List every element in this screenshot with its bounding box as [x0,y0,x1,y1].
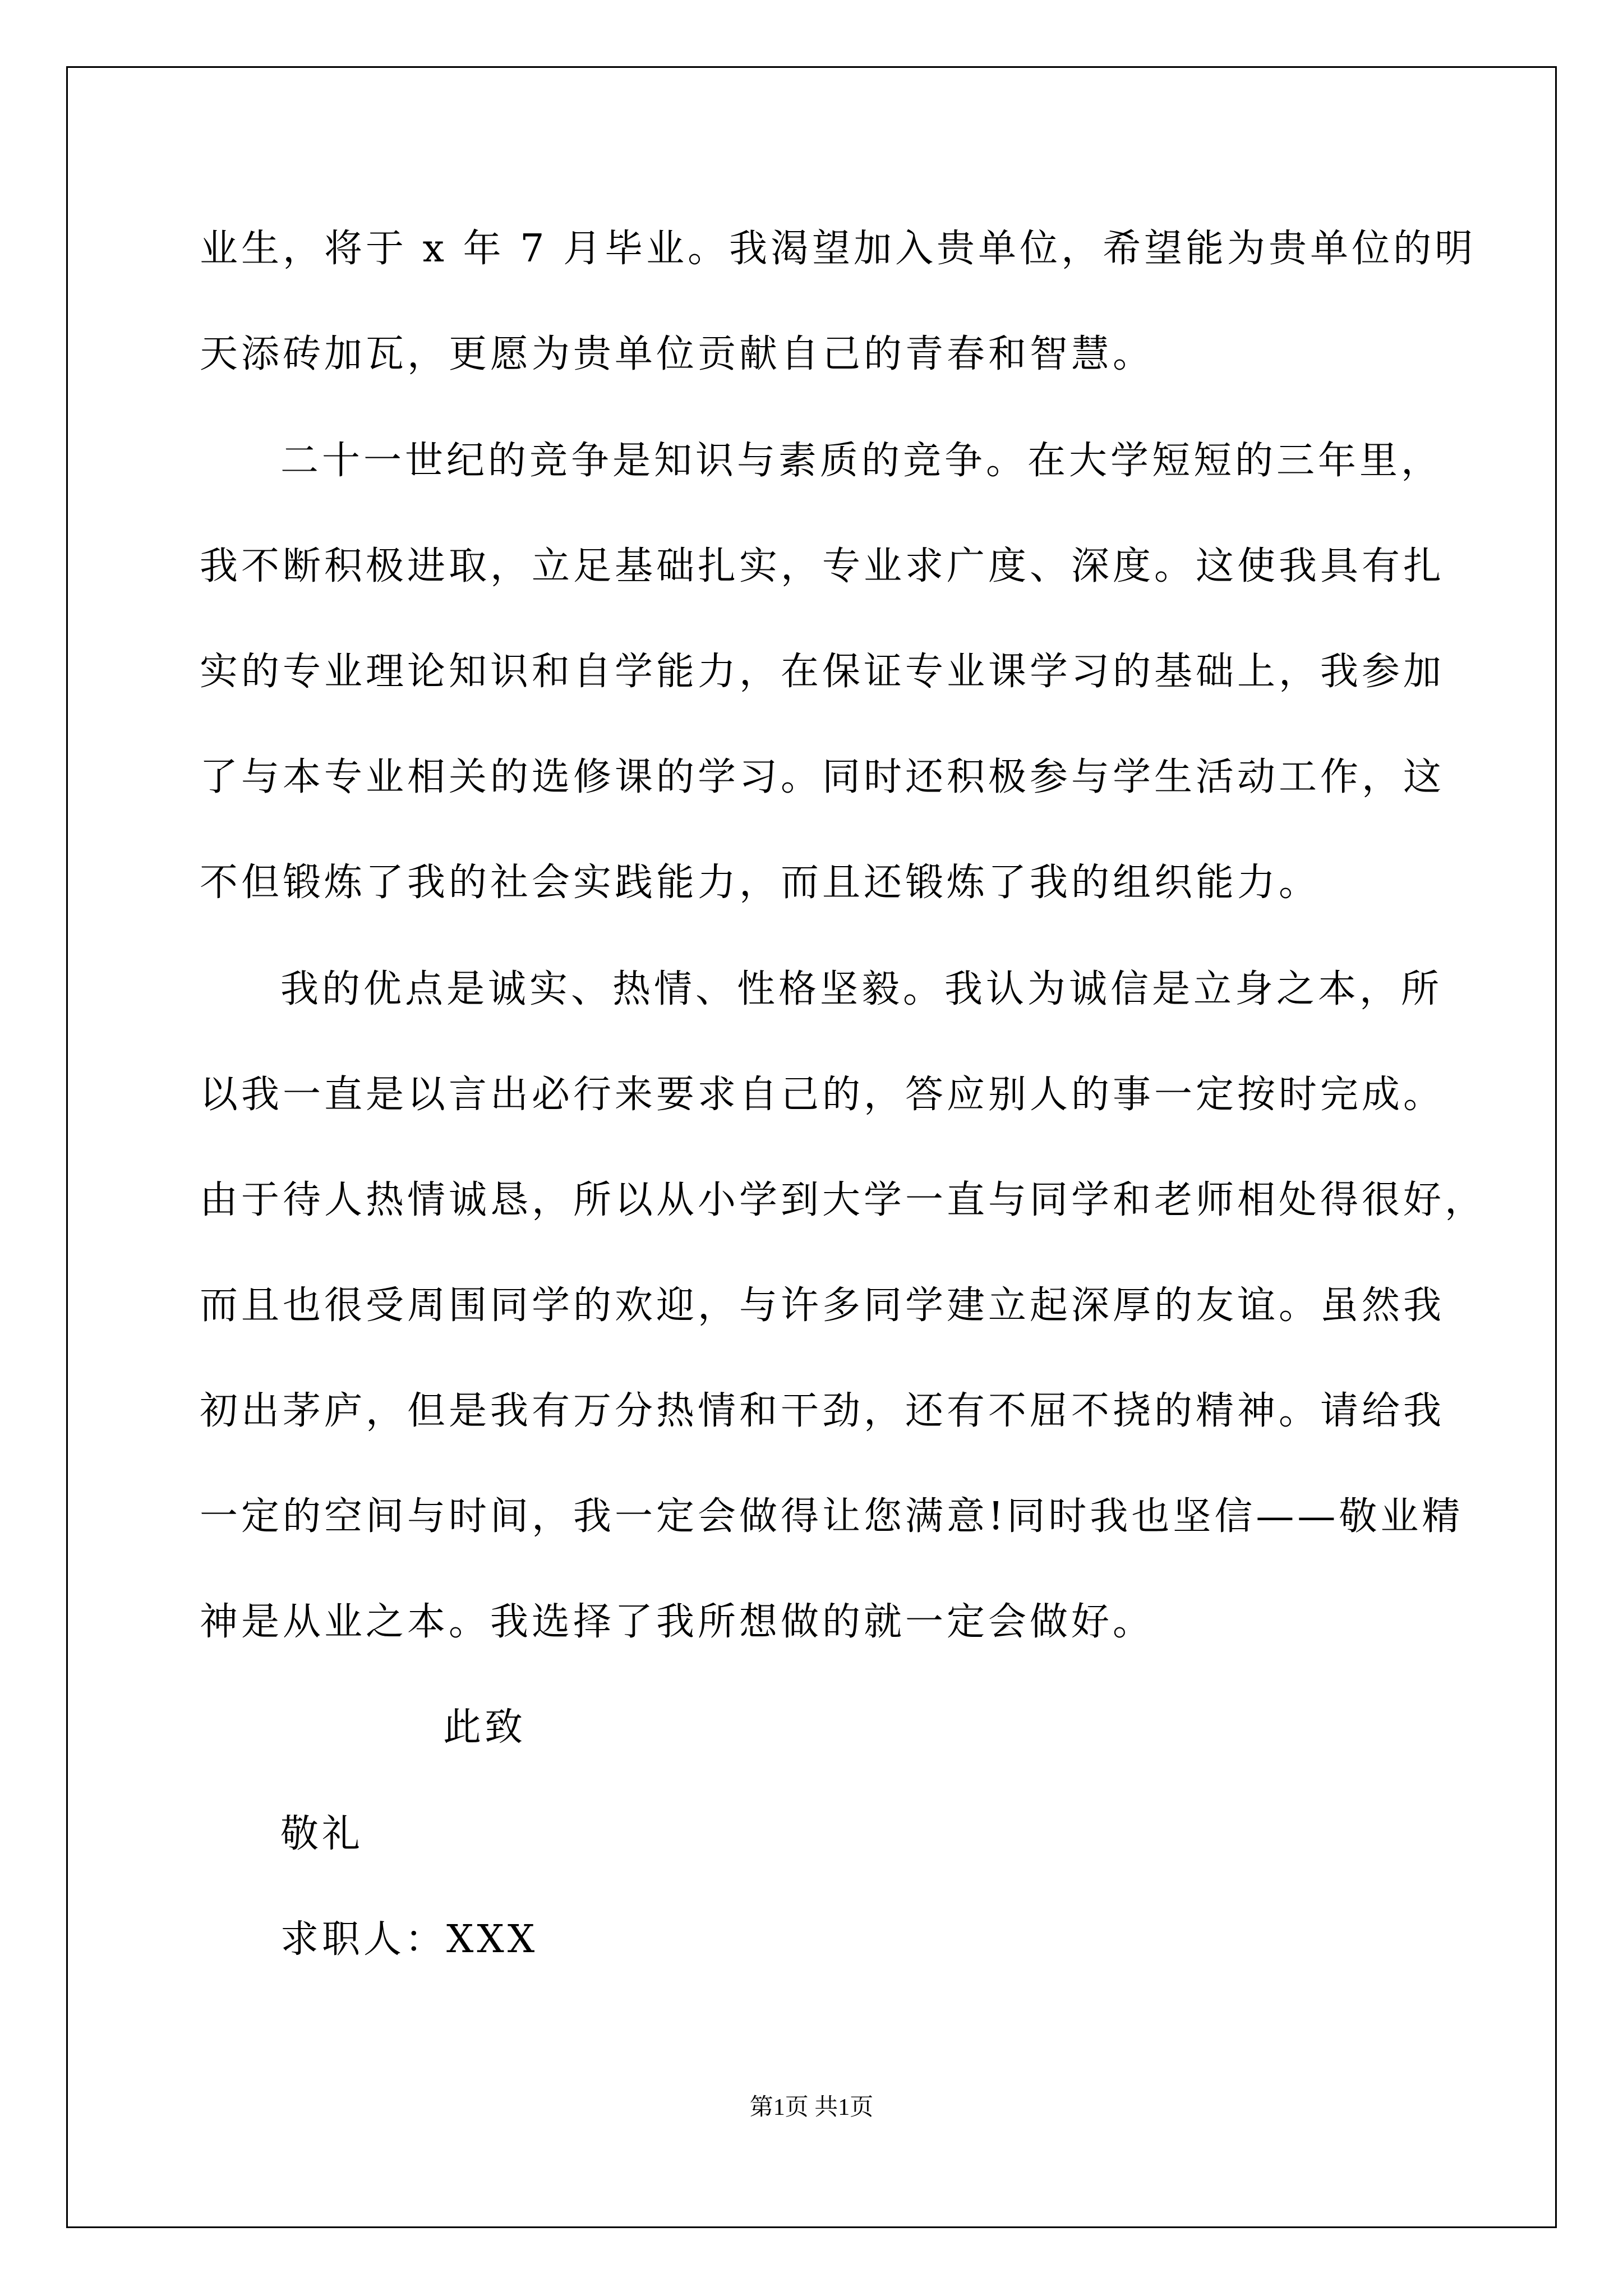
closing-regards: 敬礼 [280,1812,364,1856]
page-footer: 第1页 共1页 [749,2095,874,2120]
paragraph-1-line-2: 天添砖加瓦，更愿为贵单位贡献自己的青春和智慧。 [200,332,1155,376]
signature: 求职人：XXX [280,1917,538,1962]
paragraph-3-line-2: 以我一直是以言出必行来要求自己的，答应别人的事一定按时完成。 [200,1073,1445,1117]
page-border [66,66,1557,2228]
paragraph-1-line-1: 业生，将于 x 年 7 月毕业。我渴望加入贵单位，希望能为贵单位的明 [200,227,1477,271]
paragraph-3-line-4: 而且也很受周围同学的欢迎，与许多同学建立起深厚的友谊。虽然我 [200,1283,1445,1328]
paragraph-3-line-1: 我的优点是诚实、热情、性格坚毅。我认为诚信是立身之本，所 [280,967,1443,1011]
paragraph-2-line-5: 不但锻炼了我的社会实践能力，而且还锻炼了我的组织能力。 [200,861,1321,905]
paragraph-3-line-7: 神是从业之本。我选择了我所想做的就一定会做好。 [200,1600,1155,1644]
paragraph-2-line-2: 我不断积极进取，立足基础扎实，专业求广度、深度。这使我具有扎 [200,544,1445,588]
paragraph-2-line-4: 了与本专业相关的选修课的学习。同时还积极参与学生活动工作，这 [200,755,1445,799]
closing-salutation: 此致 [443,1705,527,1750]
paragraph-3-line-6: 一定的空间与时间，我一定会做得让您满意!同时我也坚信——敬业精 [200,1494,1464,1539]
paragraph-2-line-1: 二十一世纪的竞争是知识与素质的竞争。在大学短短的三年里， [280,439,1443,483]
paragraph-2-line-3: 实的专业理论知识和自学能力，在保证专业课学习的基础上，我参加 [200,650,1445,694]
paragraph-3-line-3: 由于待人热情诚恳，所以从小学到大学一直与同学和老师相处得很好， [200,1178,1487,1222]
paragraph-3-line-5: 初出茅庐，但是我有万分热情和干劲，还有不屈不挠的精神。请给我 [200,1389,1445,1433]
